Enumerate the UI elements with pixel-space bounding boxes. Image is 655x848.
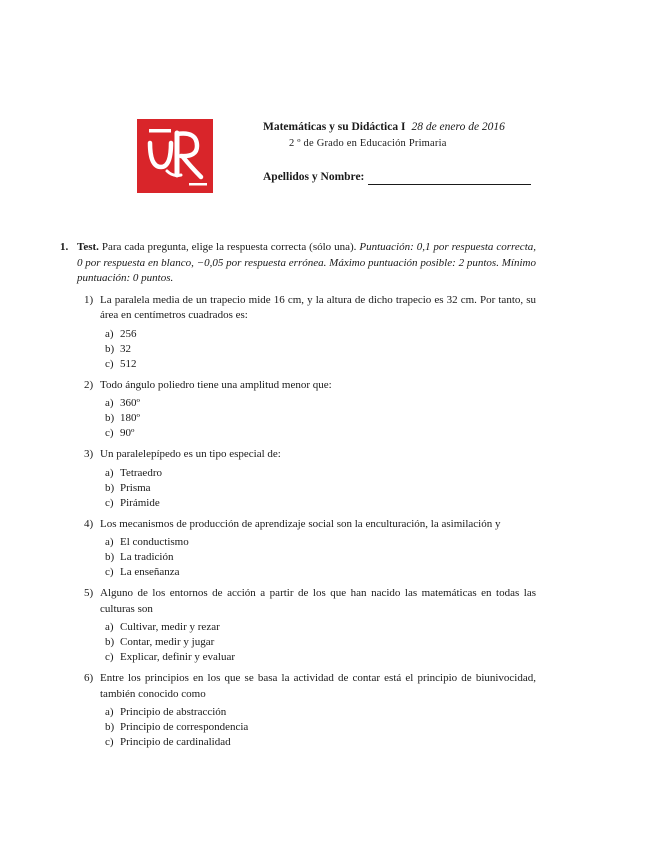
exam-date: 28 de enero de 2016 (411, 121, 505, 133)
option-letter: c) (105, 736, 114, 748)
question-number: 6) (84, 672, 94, 684)
option-text: 360º (120, 397, 140, 409)
header-line-subject (263, 119, 583, 135)
answer-option (105, 650, 536, 665)
option-letter: c) (105, 357, 114, 370)
name-row (263, 169, 583, 185)
question-item (84, 586, 536, 665)
question-number: 5) (84, 587, 94, 599)
question-text: Un paralelepípedo es un tipo especial de: (100, 448, 281, 460)
option-text: 90º (120, 427, 135, 439)
name-label: Apellidos y Nombre: (263, 171, 365, 183)
answer-option (105, 357, 536, 372)
section-title: Test. (77, 241, 99, 253)
question-text: La paralela media de un trapecio mide 16 cm, y la altura de dicho trapecio es 32 cm. Por tanto, su área en centímetros cuadrados es: (100, 293, 536, 321)
answer-option (105, 550, 536, 565)
option-letter: c) (105, 651, 114, 663)
test-section (60, 240, 536, 756)
option-text: Tetraedro (120, 466, 162, 479)
answer-option (105, 565, 536, 580)
section-intro: Para cada pregunta, elige la respuesta correcta (sólo una). (101, 241, 357, 253)
section-header (60, 240, 536, 287)
ur-logo-glyph (137, 119, 213, 193)
option-letter: b) (105, 481, 115, 494)
option-text: 180º (120, 412, 140, 424)
answer-options (105, 327, 536, 372)
question-text: Todo ángulo poliedro tiene una amplitud menor que: (100, 378, 332, 391)
answer-option (105, 720, 536, 735)
question-list (60, 293, 536, 751)
question-number: 2) (84, 378, 94, 391)
option-text: Prisma (120, 481, 151, 494)
option-text: El conductismo (120, 536, 189, 548)
option-letter: b) (105, 412, 115, 424)
option-letter: c) (105, 427, 114, 439)
answer-option (105, 620, 536, 635)
answer-option (105, 496, 536, 511)
option-letter: b) (105, 721, 115, 733)
option-text: Cultivar, medir y rezar (120, 621, 220, 633)
option-text: La tradición (120, 551, 174, 563)
option-letter: c) (105, 496, 114, 509)
question-item (84, 671, 536, 750)
question-item (84, 293, 536, 372)
answer-option (105, 396, 536, 411)
option-letter: b) (105, 636, 115, 648)
option-letter: a) (105, 327, 114, 340)
answer-options (105, 466, 536, 511)
question-item (84, 378, 536, 442)
ur-university-logo-icon (137, 119, 213, 193)
answer-option (105, 342, 536, 357)
answer-options (105, 396, 536, 441)
answer-options (105, 620, 536, 665)
option-text: Principio de correspondencia (120, 721, 249, 733)
subject-title: Matemáticas y su Didáctica I (263, 121, 406, 133)
option-text: 256 (120, 327, 137, 340)
question-number: 4) (84, 517, 94, 530)
answer-option (105, 411, 536, 426)
option-letter: a) (105, 466, 114, 479)
answer-option (105, 635, 536, 650)
option-letter: a) (105, 536, 114, 548)
question-item (84, 447, 536, 511)
option-letter: a) (105, 706, 114, 718)
answer-option (105, 327, 536, 342)
option-text: Contar, medir y jugar (120, 636, 215, 648)
answer-options (105, 705, 536, 750)
section-number: 1. (60, 241, 69, 253)
option-text: Pirámide (120, 496, 160, 509)
answer-option (105, 466, 536, 481)
option-text: 32 (120, 342, 131, 355)
answer-option (105, 535, 536, 550)
option-text: Explicar, definir y evaluar (120, 651, 236, 663)
option-letter: b) (105, 342, 115, 355)
answer-option (105, 705, 536, 720)
name-blank-line (368, 172, 531, 185)
exam-header (263, 119, 583, 185)
answer-options (105, 535, 536, 580)
course-name: 2 º de Grado en Educación Primaria (289, 138, 447, 149)
question-item (84, 517, 536, 581)
section-scoring: Puntuación: 0,1 por respuesta correcta, 0 por respuesta en blanco, −0,05 por respuesta errónea. Máximo puntuación posible: 2 puntos. Mínimo puntuación: 0 puntos. (77, 241, 536, 284)
option-letter: a) (105, 397, 114, 409)
question-number: 3) (84, 448, 94, 460)
option-text: 512 (120, 357, 137, 370)
answer-option (105, 426, 536, 441)
option-text: La enseñanza (120, 566, 180, 578)
answer-option (105, 735, 536, 750)
answer-option (105, 481, 536, 496)
question-text: Los mecanismos de producción de aprendizaje social son la enculturación, la asimilación y (100, 517, 501, 530)
option-letter: b) (105, 551, 115, 563)
option-letter: c) (105, 566, 114, 578)
option-text: Principio de cardinalidad (120, 736, 231, 748)
option-letter: a) (105, 621, 114, 633)
option-text: Principio de abstracción (120, 706, 227, 718)
question-text: Alguno de los entornos de acción a partir de los que han nacido las matemáticas en todas las culturas son (100, 587, 536, 615)
question-text: Entre los principios en los que se basa la actividad de contar está el principio de biunivocidad, también conocido como (100, 672, 536, 700)
question-number: 1) (84, 293, 94, 306)
